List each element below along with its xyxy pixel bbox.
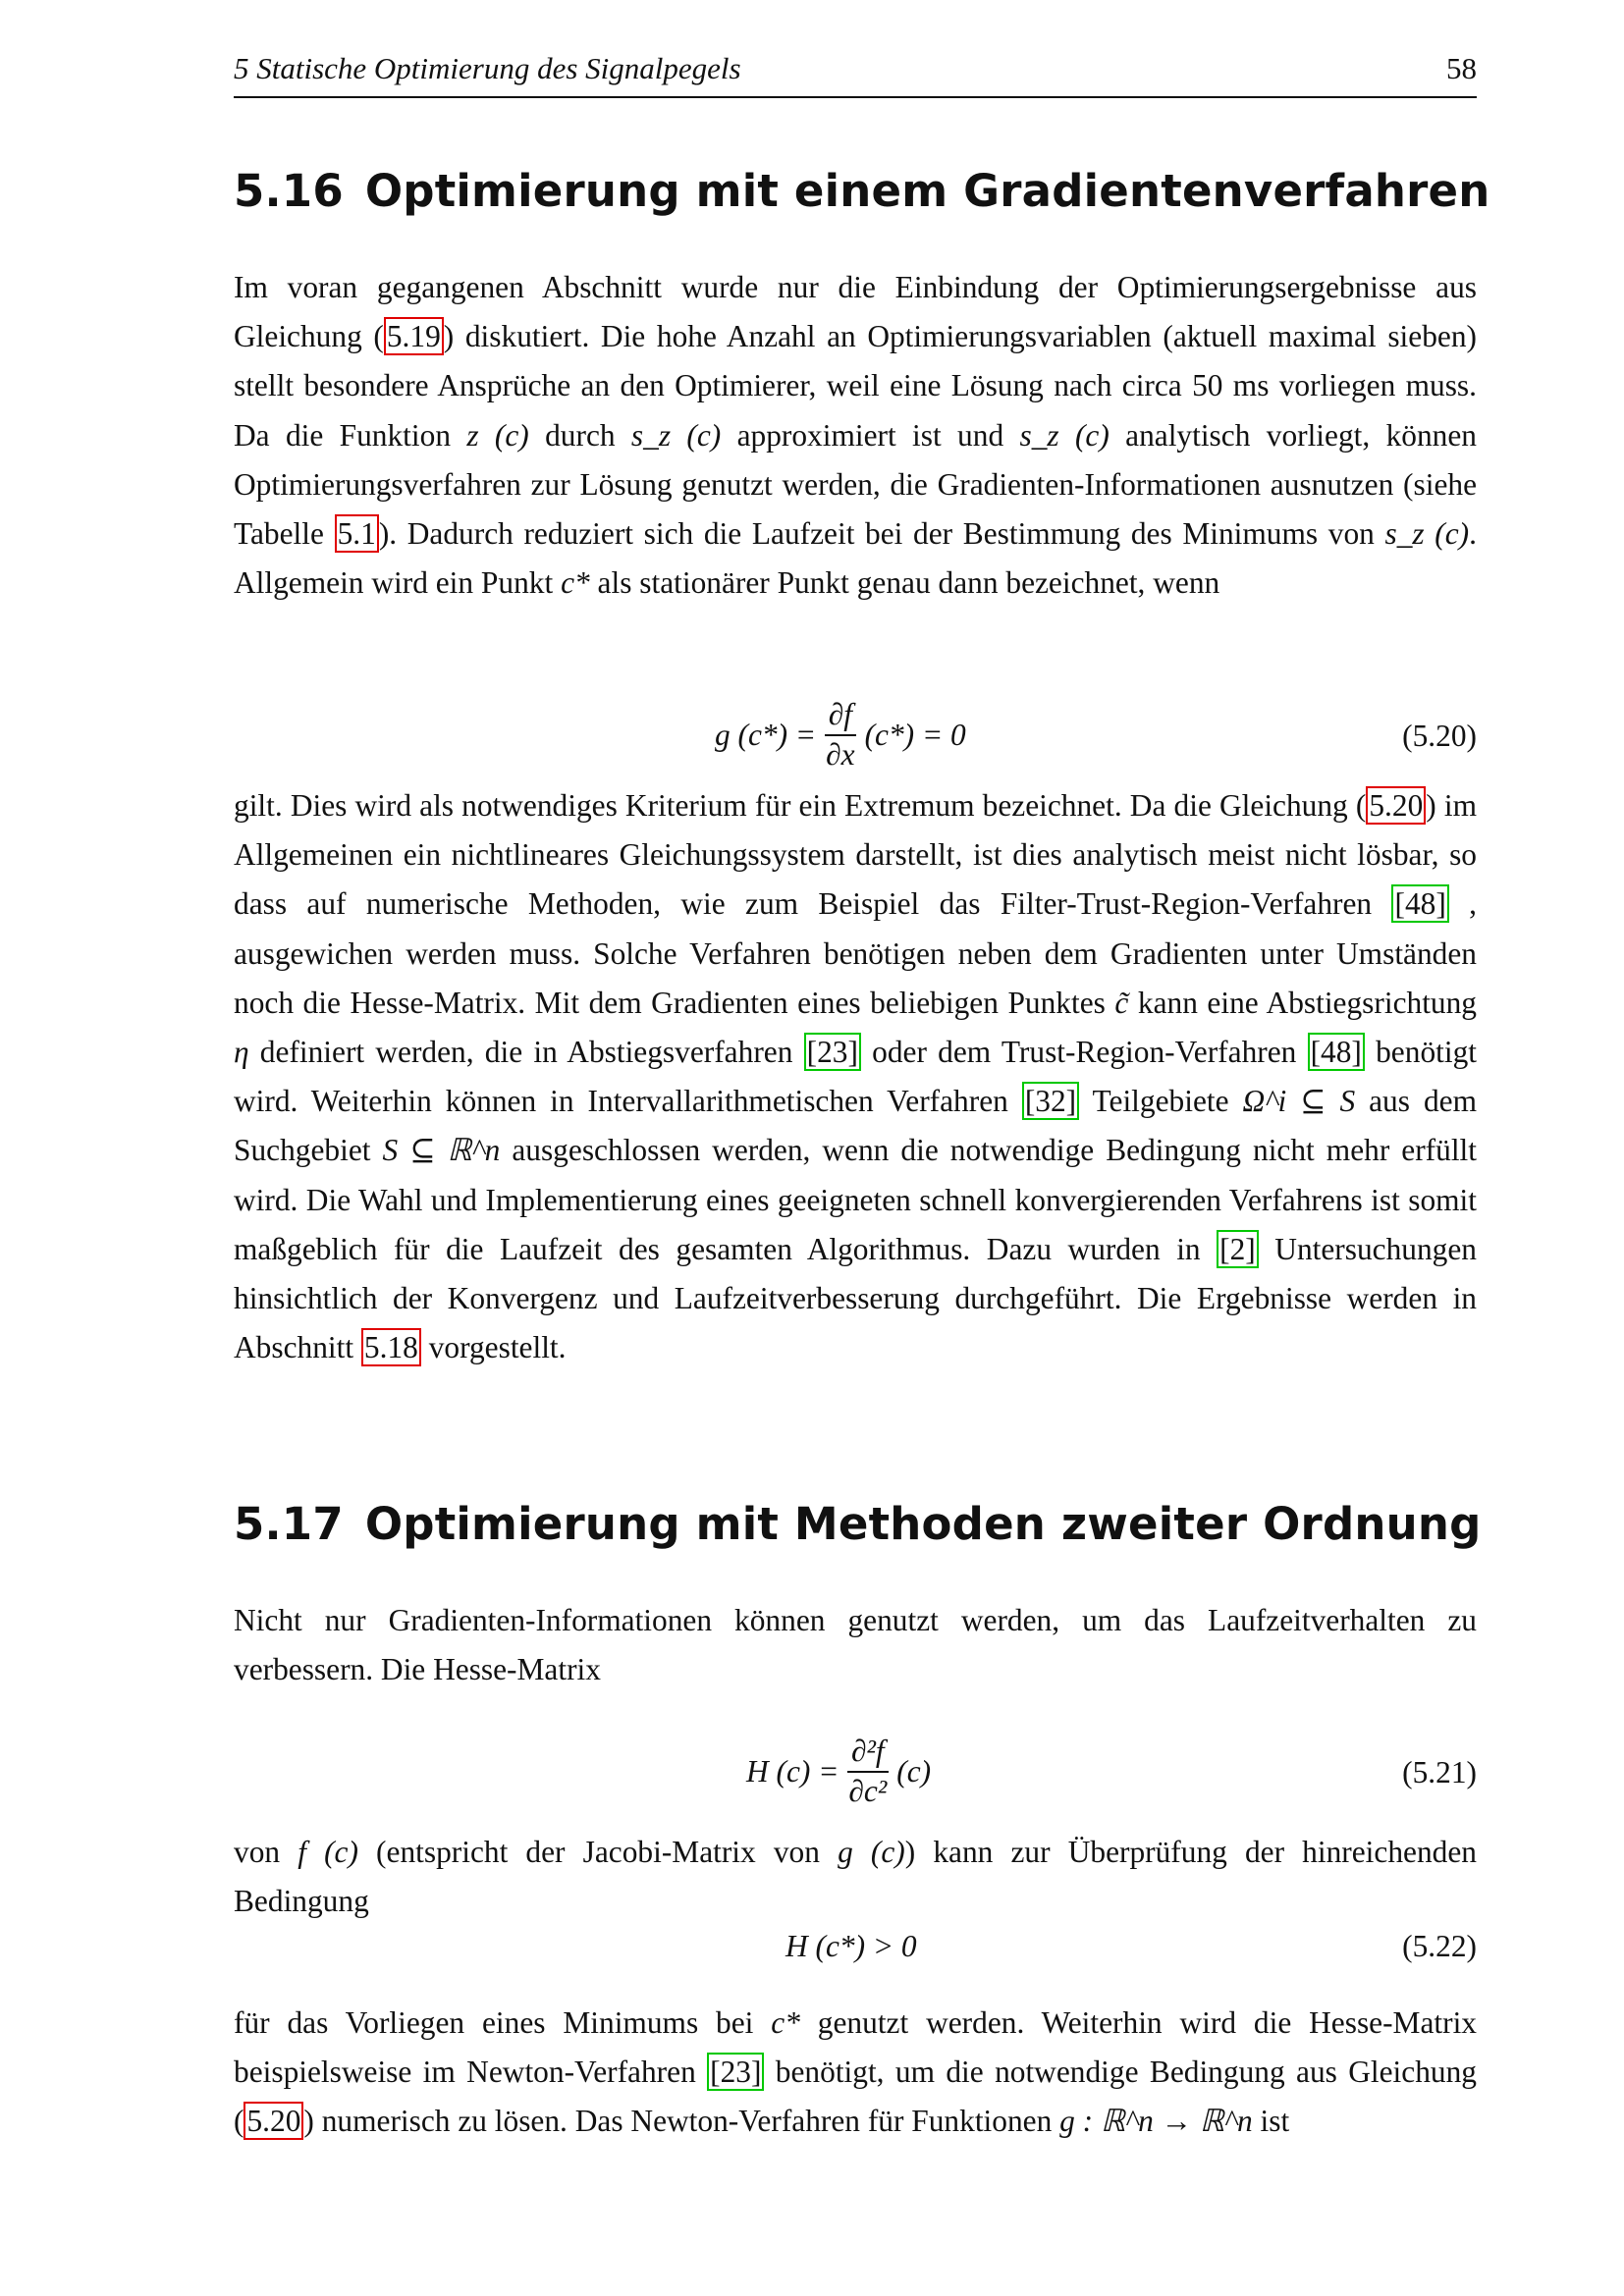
paragraph-5-16-intro <box>234 263 1477 608</box>
citation-link[interactable]: [48] <box>1391 884 1448 923</box>
paragraph-5-16-main <box>234 781 1477 1372</box>
equation-body <box>746 1735 931 1808</box>
equation-body: H (c*) > 0 <box>785 1929 917 1963</box>
fraction <box>844 1735 891 1808</box>
citation-link[interactable]: [48] <box>1308 1033 1365 1071</box>
fraction-denominator: ∂c² <box>848 1773 888 1808</box>
paragraph-5-17-intro: Nicht nur Gradienten-Informationen können genutzt werden, um das Laufzeitverhalten zu verbessern. Die Hesse-Matrix <box>234 1603 1477 1687</box>
text-run: approximiert ist und <box>721 417 1020 453</box>
math-inline: c* <box>561 565 590 601</box>
text-run: Im voran gegangenen Abschnitt wurde nur die Einbindung der Optimierungsergebnisse aus Gleichung ( <box>234 270 1477 354</box>
text-run: für das Vorliegen eines Minimums bei <box>234 2005 772 2040</box>
text-run: analytisch vorliegt, können Optimierungsverfahren zur Lösung genutzt werden, die Gradienten-Informationen ausnutzen (siehe Tabelle <box>234 417 1477 552</box>
text-run: definiert werden, die in Abstiegsverfahren <box>248 1035 804 1070</box>
equation-body <box>715 699 966 772</box>
paragraph-5-17-newton <box>234 1999 1477 2147</box>
text-run: ist <box>1252 2104 1290 2139</box>
text-run: durch <box>528 417 631 453</box>
equation-lhs: H (c) = <box>746 1753 839 1789</box>
text-run: von <box>234 1835 298 1869</box>
text-run: kann eine Abstiegsrichtung <box>1128 985 1477 1020</box>
equation-link[interactable]: 5.20 <box>1366 786 1426 825</box>
text-run: genutzt werden. Weiterhin wird die Hesse-Matrix beispielsweise im Newton-Verfahren <box>234 2005 1477 2090</box>
text-run: oder dem Trust-Region-Verfahren <box>860 1035 1308 1070</box>
text-run: , ausgewichen werden muss. Solche Verfahren benötigen neben dem Gradienten unter Umständen noch die Hesse-Matrix. Mit dem Gradienten eines beliebigen Punktes <box>234 886 1477 1020</box>
math-inline: z (c) <box>466 417 529 453</box>
section-link[interactable]: 5.18 <box>361 1328 421 1366</box>
math-inline: g : ℝ^n → ℝ^n <box>1059 2104 1253 2139</box>
equation-link[interactable]: 5.19 <box>384 317 444 355</box>
citation-link[interactable]: [2] <box>1217 1230 1259 1268</box>
math-inline: c̃ <box>1114 985 1129 1020</box>
text-run: benötigt, um die notwendige Bedingung aus Gleichung ( <box>234 2055 1477 2139</box>
text-run: (entspricht der Jacobi-Matrix von <box>357 1835 839 1869</box>
section-number: 5.17 <box>234 1498 344 1550</box>
equation-lhs: g (c*) = <box>715 717 817 752</box>
math-inline: s_z (c) <box>1019 417 1110 453</box>
math-inline: g (c) <box>838 1835 905 1869</box>
equation-5-20 <box>234 699 1477 777</box>
text-run: gilt. Dies wird als notwendiges Kriterium für ein Extremum bezeichnet. Da die Gleichung ( <box>234 788 1367 823</box>
equation-link[interactable]: 5.20 <box>244 2102 303 2140</box>
fraction-denominator: ∂x <box>826 736 855 772</box>
running-title: 5 Statische Optimierung des Signalpegels <box>234 51 741 85</box>
text-run: ) numerisch zu lösen. Das Newton-Verfahren für Funktionen <box>303 2104 1060 2139</box>
paragraph-5-17-hesse <box>234 1828 1477 1926</box>
math-inline: s_z (c) <box>1384 516 1470 552</box>
equation-5-21 <box>234 1735 1477 1814</box>
math-inline: S ⊆ ℝ^n <box>382 1133 501 1168</box>
fraction-numerator: ∂f <box>825 699 856 736</box>
math-inline: f (c) <box>298 1835 358 1869</box>
citation-link[interactable]: [23] <box>707 2053 764 2091</box>
citation-link[interactable]: [32] <box>1022 1082 1079 1120</box>
header-rule <box>234 96 1477 98</box>
text-run: ausgeschlossen werden, wenn die notwendige Bedingung nicht mehr erfüllt wird. Die Wahl und Implementierung eines geeigneten schnell konvergierenden Verfahrens ist somit maßgeblich für die Laufzeit des gesamten Algorithmus. Dazu wurden in <box>234 1133 1477 1266</box>
text-run: benötigt wird. Weiterhin können in Intervallarithmetischen Verfahren <box>234 1035 1477 1119</box>
section-number: 5.16 <box>234 165 344 217</box>
text-run: ) diskutiert. Die hohe Anzahl an Optimierungsvariablen (aktuell maximal sieben) stellt besondere Ansprüche an den Optimierer, weil eine Lösung nach circa 50 ms vorliegen muss. Da die Funktion <box>234 319 1477 453</box>
fraction <box>822 699 858 772</box>
text-run: ). Dadurch reduziert sich die Laufzeit bei der Bestimmung des Minimums von <box>378 516 1385 552</box>
section-heading-5-17 <box>234 1498 1481 1550</box>
section-title: Optimierung mit Methoden zweiter Ordnung <box>364 1498 1482 1550</box>
math-inline: s_z (c) <box>630 417 722 453</box>
math-inline: c* <box>771 2005 800 2040</box>
text-run: ) kann zur Überprüfung der hinreichenden Bedingung <box>234 1835 1477 1919</box>
equation-5-22 <box>234 1929 1477 1978</box>
text-run: als stationärer Punkt genau dann bezeichnet, wenn <box>589 565 1220 601</box>
math-inline: η <box>234 1035 249 1070</box>
equation-rhs: (c) <box>896 1753 932 1789</box>
equation-rhs: (c*) = 0 <box>864 717 966 752</box>
running-header <box>234 51 1477 86</box>
equation-number: (5.20) <box>1402 719 1477 753</box>
citation-link[interactable]: [23] <box>804 1033 861 1071</box>
text-run: aus dem Suchgebiet <box>234 1084 1477 1168</box>
section-heading-5-16 <box>234 165 1490 217</box>
equation-number: (5.22) <box>1402 1929 1477 1963</box>
text-run: . Allgemein wird ein Punkt <box>234 516 1477 601</box>
text-run: Untersuchungen hinsichtlich der Konvergenz und Laufzeitverbesserung durchgeführt. Die Ergebnisse werden in Abschnitt <box>234 1231 1477 1365</box>
math-inline: Ω^i ⊆ S <box>1242 1084 1356 1119</box>
fraction-numerator: ∂²f <box>847 1735 889 1773</box>
text-run: vorgestellt. <box>420 1330 567 1365</box>
page-number: 58 <box>1446 51 1477 85</box>
text-run: Teilgebiete <box>1079 1084 1243 1119</box>
text-run: ) im Allgemeinen ein nichtlineares Gleichungssystem darstellt, ist dies analytisch meist nicht lösbar, so dass auf numerische Methoden, wie zum Beispiel das Filter-Trust-Region-Verfahren <box>234 788 1477 922</box>
equation-number: (5.21) <box>1402 1755 1477 1789</box>
table-link[interactable]: 5.1 <box>335 514 379 553</box>
section-title: Optimierung mit einem Gradientenverfahren <box>364 165 1490 217</box>
